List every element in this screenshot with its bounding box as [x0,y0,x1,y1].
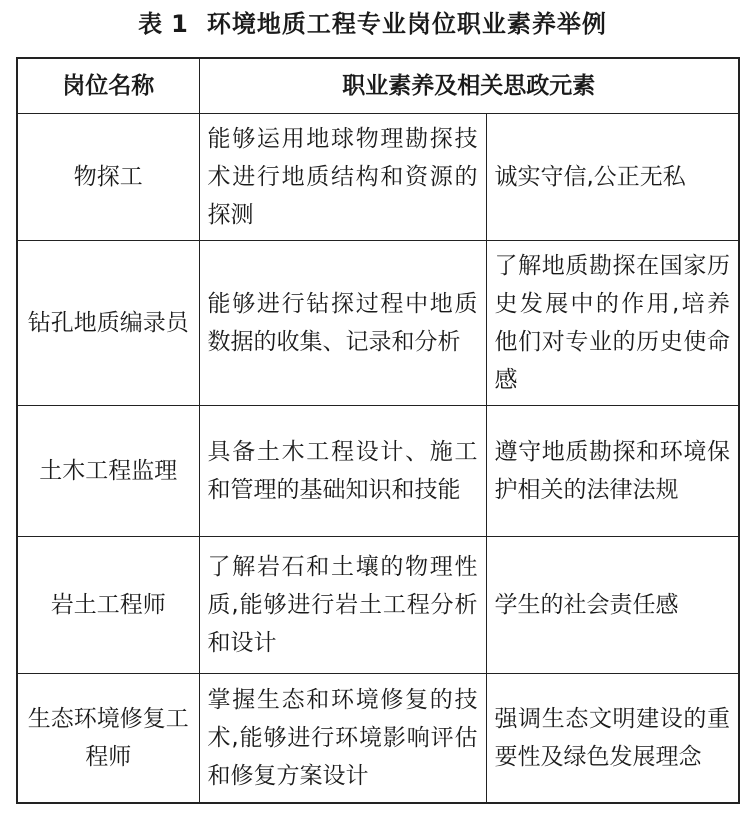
skill-cell: 了解岩石和土壤的物理性质,能够进行岩土工程分析和设计 [199,537,486,674]
ethic-cell: 遵守地质勘探和环境保护相关的法律法规 [486,406,739,537]
post-cell: 土木工程监理 [17,406,199,537]
table-row [17,114,739,241]
qualities-table [16,57,740,804]
caption-label: 表 [138,10,164,38]
caption-number: 1 [171,10,189,38]
header-post: 岗位名称 [17,58,199,114]
caption-title: 环境地质工程专业岗位职业素养举例 [206,10,607,38]
skill-cell: 能够运用地球物理勘探技术进行地质结构和资源的探测 [199,114,486,241]
header-row [17,58,739,114]
post-cell: 岩土工程师 [17,537,199,674]
table-caption [0,6,745,42]
post-cell: 物探工 [17,114,199,241]
skill-cell: 能够进行钻探过程中地质数据的收集、记录和分析 [199,241,486,406]
table-row [17,406,739,537]
ethic-cell: 诚实守信,公正无私 [486,114,739,241]
post-cell: 钻孔地质编录员 [17,241,199,406]
skill-cell: 掌握生态和环境修复的技术,能够进行环境影响评估和修复方案设计 [199,674,486,804]
table-row [17,674,739,804]
table-row [17,537,739,674]
ethic-cell: 了解地质勘探在国家历史发展中的作用,培养他们对专业的历史使命感 [486,241,739,406]
ethic-cell: 学生的社会责任感 [486,537,739,674]
ethic-cell: 强调生态文明建设的重要性及绿色发展理念 [486,674,739,804]
post-cell: 生态环境修复工程师 [17,674,199,804]
skill-cell: 具备土木工程设计、施工和管理的基础知识和技能 [199,406,486,537]
table-row [17,241,739,406]
header-qualities: 职业素养及相关思政元素 [199,58,739,114]
